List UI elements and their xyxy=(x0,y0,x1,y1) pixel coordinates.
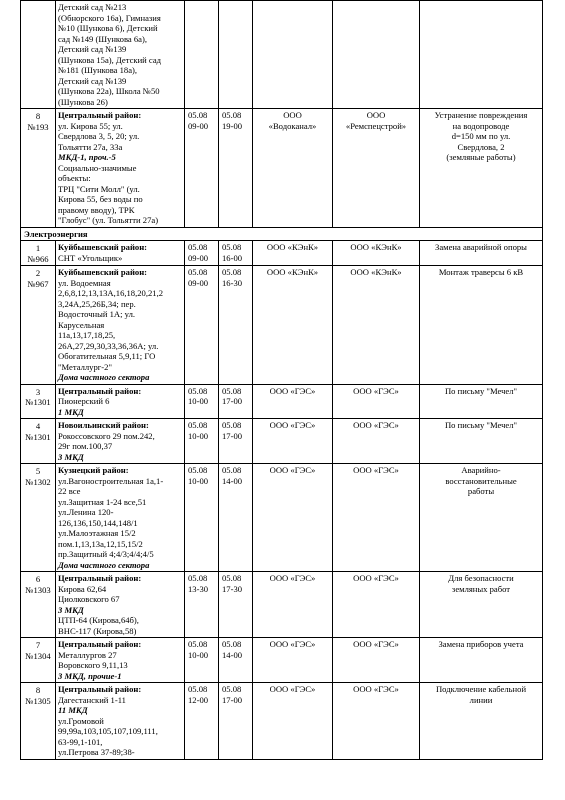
row-number-cell xyxy=(21,266,56,385)
organization-name: ООО «ГЭС» xyxy=(269,684,316,694)
end-date: 05.08 xyxy=(222,110,242,120)
address-line: Тольятти 27а, 33а xyxy=(58,141,123,152)
address-line: Дагестанский 1-11 xyxy=(58,694,126,705)
contractor-cell xyxy=(333,266,420,385)
start-time: 09-00 xyxy=(188,277,209,288)
work-description: По письму "Мечел" xyxy=(444,385,518,396)
address-line: ВНС-117 (Кирова,58) xyxy=(58,625,137,636)
address-line: (Шункова 15а), Детский сад xyxy=(58,54,162,65)
work-description: Для безопасности земляных работ xyxy=(448,573,514,594)
address-line: (Обнорского 16а), Гимназия xyxy=(58,12,161,23)
start-date: 05.08 xyxy=(188,267,208,277)
address-line: Детский сад №213 xyxy=(58,2,127,12)
table-row xyxy=(21,241,543,266)
work-cell xyxy=(420,266,543,385)
organization-name: «Водоканал» xyxy=(268,120,317,131)
address-line: 22 все xyxy=(58,486,81,496)
end-cell xyxy=(219,266,253,385)
contractor-name: ООО «ГЭС» xyxy=(353,639,399,649)
organization-name: ООО «ГЭС» xyxy=(269,573,316,583)
start-time: 13-30 xyxy=(188,583,209,594)
row-number-cell xyxy=(21,384,56,419)
work-description: Подключение кабельной линии xyxy=(435,684,527,705)
address-line: Детский сад №139 xyxy=(58,75,127,86)
end-date: 05.08 xyxy=(222,385,242,396)
address-line: 11а,13,17,18,25, xyxy=(58,330,116,340)
address-line: ул.Вагоностроительная 1а,1- xyxy=(58,475,164,486)
empty-cell xyxy=(333,1,420,109)
contractor-name: ООО xyxy=(366,110,386,120)
address-line: 126,136,150,144,148/1 xyxy=(58,517,138,528)
address-line: 1 МКД xyxy=(58,406,84,417)
section-row xyxy=(21,227,543,241)
empty-cell xyxy=(253,1,333,109)
table-row xyxy=(21,638,543,683)
contractor-name: ООО «ГЭС» xyxy=(353,684,399,694)
address-line: Кирова 62,64 xyxy=(58,583,107,594)
organization-name: ООО «ГЭС» xyxy=(269,639,316,649)
address-cell xyxy=(56,384,185,419)
address-line: 99,99а,103,105,107,109,111, xyxy=(58,726,158,736)
address-line: Водосточный 1А; ул. xyxy=(58,309,136,319)
row-number-cell xyxy=(21,683,56,760)
organization-cell xyxy=(253,241,333,266)
address-line: Детский сад №139 xyxy=(58,44,127,54)
address-line: 29г пом.100,37 xyxy=(58,441,113,451)
request-id: №193 xyxy=(27,121,49,132)
end-time: 17-00 xyxy=(222,694,243,705)
end-cell xyxy=(219,464,253,572)
start-cell xyxy=(185,638,219,683)
address-cell xyxy=(56,266,185,385)
row-number-cell xyxy=(21,419,56,464)
row-number: 5 xyxy=(35,466,41,476)
district-label: Кузнецкий район: xyxy=(58,465,129,475)
table-row xyxy=(21,464,543,572)
organization-cell xyxy=(253,683,333,760)
address-line: Циолковского 67 xyxy=(58,594,120,604)
end-time: 17-00 xyxy=(222,430,243,441)
row-number: 1 xyxy=(35,243,41,253)
address-line: ул.Защитная 1-24 все,51 xyxy=(58,496,147,507)
address-line: МКД-1, проч.-5 xyxy=(58,152,116,162)
start-cell xyxy=(185,464,219,572)
row-number-cell xyxy=(21,241,56,266)
work-description: на водопроводе xyxy=(452,120,510,131)
row-number-cell xyxy=(21,109,56,228)
organization-cell xyxy=(253,109,333,228)
address-line: Рокоссовского 29 пом.242, xyxy=(58,430,155,441)
request-id: №1303 xyxy=(25,584,51,595)
address-cell xyxy=(56,1,185,109)
address-line: "Глобус" (ул. Тольятти 27а) xyxy=(58,215,159,225)
end-date: 05.08 xyxy=(222,267,242,277)
address-cell xyxy=(56,419,185,464)
request-id: №966 xyxy=(27,253,49,264)
end-cell xyxy=(219,241,253,266)
address-cell xyxy=(56,109,185,228)
table-row-continued xyxy=(21,1,543,109)
end-time: 17-30 xyxy=(222,583,243,594)
work-cell xyxy=(420,241,543,266)
address-line: ул.Петрова 37-89;38- xyxy=(58,747,135,757)
address-line: Металлургов 27 xyxy=(58,649,117,660)
address-line: 2,6,8,12,13,13А,16,18,20,21,2 xyxy=(58,288,164,298)
address-line: Карусельная xyxy=(58,319,105,330)
empty-cell xyxy=(219,1,253,109)
start-cell xyxy=(185,266,219,385)
organization-name: ООО «ГЭС» xyxy=(269,465,316,475)
organization-cell xyxy=(253,419,333,464)
start-cell xyxy=(185,683,219,760)
work-cell xyxy=(420,572,543,638)
start-time: 09-00 xyxy=(188,252,209,263)
outage-schedule-page xyxy=(20,0,542,760)
table-row xyxy=(21,266,543,385)
district-label: Новоильинский район: xyxy=(58,420,149,430)
address-line: ул.Малоэтажная 15/2 xyxy=(58,528,136,538)
work-cell xyxy=(420,419,543,464)
address-cell xyxy=(56,572,185,638)
start-time: 10-00 xyxy=(188,396,209,406)
start-date: 05.08 xyxy=(188,573,208,583)
contractor-name: ООО «ГЭС» xyxy=(353,573,399,583)
end-cell xyxy=(219,683,253,760)
organization-cell xyxy=(253,638,333,683)
address-line: Дома частного сектора xyxy=(58,559,150,570)
district-label: Центральный район: xyxy=(58,684,142,694)
table-row xyxy=(21,384,543,419)
address-line: ТРЦ "Сити Молл" (ул. xyxy=(58,183,140,194)
start-cell xyxy=(185,241,219,266)
address-line: правому вводу), ТРК xyxy=(58,204,135,215)
start-cell xyxy=(185,572,219,638)
address-cell xyxy=(56,638,185,683)
address-line: ул.Громовой xyxy=(58,715,104,726)
empty-cell xyxy=(420,1,543,109)
start-time: 12-00 xyxy=(188,694,209,705)
work-description: Аварийно- восстановительные работы xyxy=(445,465,517,496)
end-time: 14-00 xyxy=(222,475,243,486)
address-line: Пионерский 6 xyxy=(58,396,110,406)
outage-schedule-table xyxy=(20,0,543,760)
organization-cell xyxy=(253,572,333,638)
address-line: 3 МКД, прочие-1 xyxy=(58,670,122,681)
contractor-cell xyxy=(333,683,420,760)
contractor-name: ООО «ГЭС» xyxy=(353,385,399,396)
contractor-name: ООО «ГЭС» xyxy=(353,465,399,475)
contractor-cell xyxy=(333,384,420,419)
work-description: Замена приборов учета xyxy=(438,639,524,649)
start-date: 05.08 xyxy=(188,110,208,120)
end-cell xyxy=(219,109,253,228)
address-line: 11 МКД xyxy=(58,705,88,715)
address-line: Свердлова 3, 5, 20; ул. xyxy=(58,131,140,141)
address-line: пом.1,13,13а,12,15,15/2 xyxy=(58,538,143,549)
organization-cell xyxy=(253,266,333,385)
work-description: Замена аварийной опоры xyxy=(435,242,527,252)
contractor-name: ООО «ГЭС» xyxy=(353,420,399,430)
start-time: 10-00 xyxy=(188,430,209,441)
address-line: СНТ «Угольщик» xyxy=(58,252,123,263)
request-id: №1305 xyxy=(25,695,51,706)
row-number-cell xyxy=(21,464,56,572)
contractor-cell xyxy=(333,464,420,572)
row-number: 2 xyxy=(35,268,41,278)
end-date: 05.08 xyxy=(222,639,242,649)
district-label: Центральный район: xyxy=(58,639,142,649)
end-date: 05.08 xyxy=(222,420,242,430)
organization-name: ООО «ГЭС» xyxy=(269,420,316,430)
request-id: №1302 xyxy=(25,476,51,487)
address-line: Дома частного сектора xyxy=(58,372,150,382)
work-description: Устранение повреждения xyxy=(434,110,528,120)
address-line: №181 (Шункова 18а), xyxy=(58,65,138,75)
work-cell xyxy=(420,683,543,760)
table-row xyxy=(21,419,543,464)
start-date: 05.08 xyxy=(188,385,208,396)
work-cell xyxy=(420,464,543,572)
address-line: объекты: xyxy=(58,173,91,183)
district-label: Центральный район: xyxy=(58,573,142,583)
contractor-cell xyxy=(333,109,420,228)
row-number: 8 xyxy=(35,685,41,695)
start-date: 05.08 xyxy=(188,420,208,430)
end-time: 16-30 xyxy=(222,277,243,288)
request-id: №967 xyxy=(27,278,49,289)
row-number: 4 xyxy=(35,421,41,431)
start-time: 09-00 xyxy=(188,120,209,131)
organization-cell xyxy=(253,384,333,419)
address-line: ул.Ленина 120- xyxy=(58,507,114,517)
request-id: №1304 xyxy=(25,650,51,661)
start-date: 05.08 xyxy=(188,639,208,649)
address-line: №10 (Шункова 6), Детский xyxy=(58,23,158,33)
table-row xyxy=(21,683,543,760)
address-line: Обогатительная 5,9,11; ГО xyxy=(58,351,156,361)
start-time: 10-00 xyxy=(188,649,209,660)
address-line: 26А,27,29,30,33,36,36А; ул. xyxy=(58,340,159,351)
start-cell xyxy=(185,384,219,419)
row-number-cell xyxy=(21,572,56,638)
end-time: 16-00 xyxy=(222,252,243,263)
address-line: Воровского 9,11,13 xyxy=(58,660,128,670)
organization-name: ООО «ГЭС» xyxy=(269,385,316,396)
address-line: Кирова 55, без воды по xyxy=(58,194,143,204)
end-date: 05.08 xyxy=(222,465,242,475)
address-line: 3 МКД xyxy=(58,451,84,462)
end-cell xyxy=(219,384,253,419)
work-description: Свердлова, 2 xyxy=(457,141,505,152)
end-date: 05.08 xyxy=(222,684,242,694)
table-row xyxy=(21,572,543,638)
contractor-cell xyxy=(333,572,420,638)
section-title: Электроэнергия xyxy=(24,228,88,239)
district-label: Центральный район: xyxy=(58,110,142,120)
row-number: 6 xyxy=(35,574,41,584)
row-number: 7 xyxy=(35,640,41,650)
address-line: (Шункова 22а), Школа №50 xyxy=(58,86,160,96)
work-cell xyxy=(420,638,543,683)
work-description: d=150 мм по ул. xyxy=(451,131,511,141)
start-date: 05.08 xyxy=(188,242,208,252)
contractor-cell xyxy=(333,419,420,464)
address-line: ЦТП-64 (Кирова,64б), xyxy=(58,615,139,625)
work-cell xyxy=(420,109,543,228)
row-number-cell xyxy=(21,638,56,683)
address-cell xyxy=(56,241,185,266)
address-line: сад №149 (Шункова 6а), xyxy=(58,33,147,44)
end-time: 17-00 xyxy=(222,396,243,406)
address-cell xyxy=(56,464,185,572)
address-line: 63-99,1-101, xyxy=(58,736,103,747)
table-row xyxy=(21,109,543,228)
address-line: ул. Кирова 55; ул. xyxy=(58,120,123,131)
district-label: Куйбышевский район: xyxy=(58,267,148,277)
address-cell xyxy=(56,683,185,760)
contractor-cell xyxy=(333,638,420,683)
address-line: 3 МКД xyxy=(58,604,84,615)
organization-cell xyxy=(253,464,333,572)
contractor-name: «Ремспецстрой» xyxy=(345,120,407,131)
address-line: Социально-значимые xyxy=(58,162,137,173)
row-number-cell xyxy=(21,1,56,109)
work-description: Монтаж траверсы 6 кВ xyxy=(438,267,524,277)
start-date: 05.08 xyxy=(188,465,208,475)
district-label: Куйбышевский район: xyxy=(58,242,148,252)
contractor-name: ООО «КЭнК» xyxy=(350,242,402,252)
end-date: 05.08 xyxy=(222,573,242,583)
work-description: (земляные работы) xyxy=(446,152,516,162)
organization-name: ООО xyxy=(283,110,302,120)
end-cell xyxy=(219,419,253,464)
organization-name: ООО «КЭнК» xyxy=(266,242,319,252)
end-time: 19-00 xyxy=(222,120,243,131)
empty-cell xyxy=(185,1,219,109)
contractor-cell xyxy=(333,241,420,266)
work-description: По письму "Мечел" xyxy=(444,420,518,430)
section-title-cell xyxy=(21,227,543,241)
work-cell xyxy=(420,384,543,419)
end-date: 05.08 xyxy=(222,242,242,252)
address-line: 3,24А,25,26Б,34; пер. xyxy=(58,298,136,309)
request-id: №1301 xyxy=(25,431,51,442)
row-number: 8 xyxy=(35,111,41,121)
address-line: ул. Водоемная xyxy=(58,277,111,288)
address-line: (Шункова 26) xyxy=(58,96,108,107)
row-number: 3 xyxy=(35,386,41,397)
request-id: №1301 xyxy=(25,397,51,407)
start-cell xyxy=(185,419,219,464)
end-time: 14-00 xyxy=(222,649,243,660)
start-cell xyxy=(185,109,219,228)
organization-name: ООО «КЭнК» xyxy=(266,267,319,277)
address-line: пр.Защитный 4;4/3;4/4;4/5 xyxy=(58,549,154,559)
end-cell xyxy=(219,572,253,638)
start-date: 05.08 xyxy=(188,684,208,694)
contractor-name: ООО «КЭнК» xyxy=(350,267,402,277)
start-time: 10-00 xyxy=(188,475,209,486)
address-line: "Металлург-2" xyxy=(58,361,112,372)
district-label: Центральный район: xyxy=(58,385,142,396)
end-cell xyxy=(219,638,253,683)
